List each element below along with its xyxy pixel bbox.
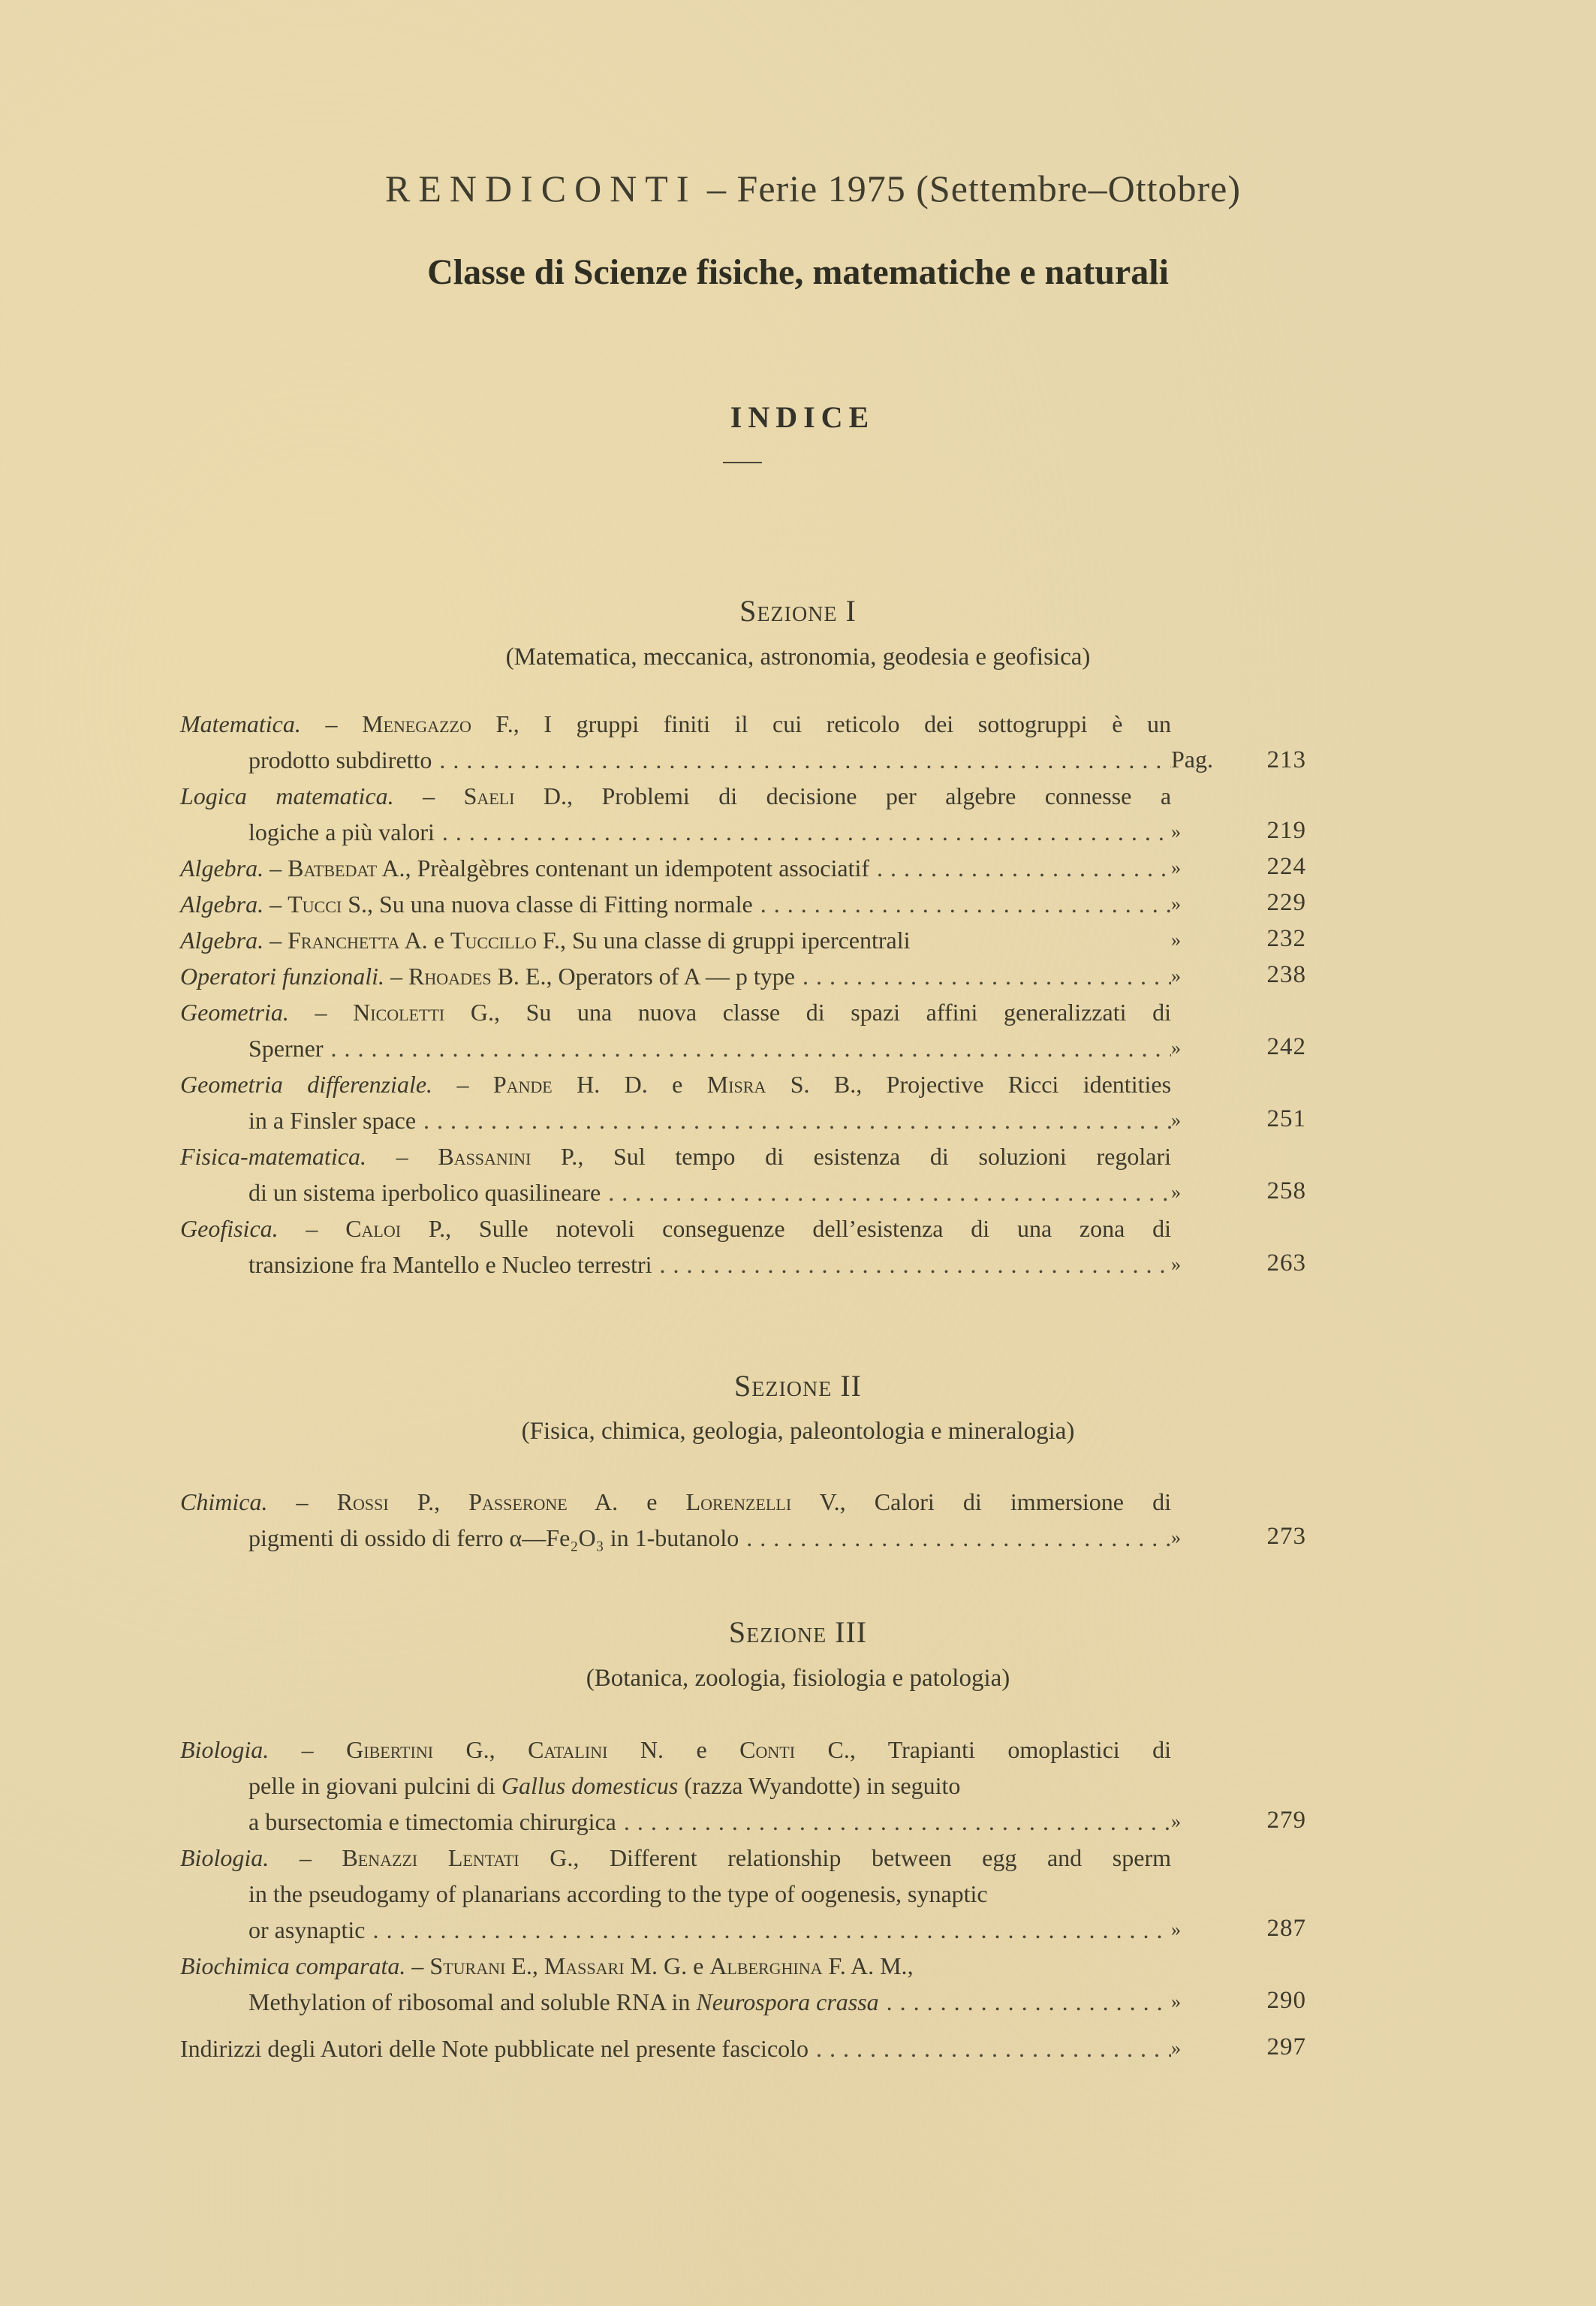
leader-dots — [877, 850, 1171, 886]
entry-discipline: Algebra. — [180, 927, 264, 954]
entry-authors: Saeli D. — [463, 782, 568, 809]
section-1-title: Sezione I — [739, 594, 857, 628]
entry-authors-2: Passerone A. — [468, 1488, 619, 1515]
toc-entry[interactable]: Matematica. – Menegazzo F., I gruppi finiti il cui reticolo dei sottogruppi è un prodotto subdiretto . . . Pag. 213 — [180, 706, 1306, 778]
section-2-subtitle: (Fisica, chimica, geologia, paleontologia e mineralogia) — [521, 1418, 1075, 1445]
leader-dots — [439, 742, 1171, 778]
entry-discipline: Geofisica. — [180, 1215, 279, 1242]
page-reference: » 258 — [1171, 1173, 1306, 1210]
title-rule — [723, 462, 762, 463]
entry-authors: Rossi P. — [336, 1488, 435, 1515]
leader-dots — [442, 814, 1171, 850]
leader-dots — [816, 2030, 1171, 2066]
entry-title: Indirizzi degli Autori delle Note pubblicate nel presente fascicolo — [180, 2035, 809, 2062]
toc-entry-author-addresses[interactable] — [180, 2030, 1306, 2066]
entry-title: , Sulle notevoli conseguenze dell’esistenza di una zona di — [445, 1215, 1172, 1242]
section-1-entries — [180, 706, 1306, 1283]
entry-discipline: Matematica. — [180, 710, 301, 737]
entry-authors: Sturani E. — [429, 1952, 532, 1979]
page-reference: » 232 — [1171, 921, 1306, 958]
page-number: 287 — [1266, 1915, 1306, 1942]
toc-entry[interactable]: Algebra. – Tucci S., Su una nuova classe di Fitting normale . . . » 229 — [180, 886, 1306, 922]
entry-discipline: Chimica. — [180, 1488, 268, 1515]
page-number: 219 — [1266, 817, 1306, 844]
species-name: Gallus domesticus — [501, 1772, 679, 1799]
page-number: 258 — [1266, 1177, 1306, 1204]
page-reference: » 279 — [1171, 1802, 1306, 1840]
toc-entry[interactable]: Chimica. – Rossi P., Passerone A. e Lorenzelli V., Calori di immersione di pigmenti di ossido di ferro α—Fe₂O₃ in 1-butanolo . . . » 273 — [180, 1484, 1306, 1556]
index-title: INDICE — [730, 400, 875, 434]
entry-authors: Nicoletti G. — [353, 999, 494, 1026]
entry-discipline: Geometria differenziale. — [180, 1071, 433, 1098]
section-2-entries — [180, 1484, 1306, 1556]
toc-entry[interactable]: Algebra. – Batbedat A., Prèalgèbres contenant un idempotent associatif . . . » 224 — [180, 850, 1306, 886]
entry-discipline: Logica matematica. — [180, 782, 394, 809]
entry-title: , Sul tempo di esistenza di soluzioni regolari — [577, 1143, 1171, 1170]
page-reference: » 263 — [1171, 1245, 1306, 1283]
entry-authors: Bassanini P. — [438, 1143, 578, 1170]
leader-dots — [331, 1030, 1171, 1066]
leader-dots — [746, 1520, 1171, 1556]
entry-title: , Projective Ricci identities — [856, 1071, 1172, 1098]
page-number: 229 — [1266, 889, 1306, 916]
journal-header — [0, 167, 1596, 210]
section-3-title: Sezione III — [728, 1615, 868, 1649]
entry-authors-2: Tuccillo F. — [450, 927, 560, 954]
entry-authors-2: Catalini N. — [528, 1736, 664, 1763]
page-number: 242 — [1266, 1033, 1306, 1060]
toc-entry[interactable]: Biochimica comparata. – Sturani E., Massari M. G. e Alberghina F. A. M., Methylation of ribosomal and soluble RNA in Neurospora crassa . . . » 290 — [180, 1948, 1306, 2020]
leader-dots — [373, 1912, 1172, 1948]
toc-entry[interactable]: Fisica-matematica. – Bassanini P., Sul tempo di esistenza di soluzioni regolari di un sistema iperbolico quasilineare . . . » 258 — [180, 1138, 1306, 1210]
page-reference: » 238 — [1171, 957, 1306, 994]
entry-authors: Benazzi Lentati G. — [342, 1844, 574, 1871]
entry-authors: Caloi P. — [345, 1215, 446, 1242]
page-number: 279 — [1266, 1807, 1306, 1834]
entry-authors: Gibertini G. — [346, 1736, 489, 1763]
entry-title: , Su una nuova classe di spazi affini generalizzati di — [493, 999, 1172, 1026]
entry-title: , Problemi di decisione per algebre connesse a — [567, 782, 1172, 809]
entry-discipline: Operatori funzionali. — [180, 963, 385, 990]
leader-dots — [803, 958, 1171, 994]
page-reference: » 251 — [1171, 1101, 1306, 1138]
toc-entry[interactable]: Geometria differenziale. – Pande H. D. e Misra S. B., Projective Ricci identities in a Finsler space . . . » 251 — [180, 1066, 1306, 1138]
page-reference: » 297 — [1171, 2029, 1306, 2066]
entry-discipline: Biologia. — [180, 1736, 270, 1763]
entry-title: , Operators of A — p type — [546, 963, 795, 990]
entry-authors-3: Alberghina F. A. M. — [709, 1952, 908, 1979]
entry-authors: Franchetta A. — [288, 927, 428, 954]
entry-authors-3: Conti C. — [739, 1736, 850, 1763]
page-number: 238 — [1266, 961, 1306, 988]
header-separator: – — [707, 167, 727, 209]
entry-authors: Tucci S. — [288, 891, 367, 918]
entry-authors-2: Misra S. B. — [706, 1071, 857, 1098]
toc-entry[interactable]: Operatori funzionali. – Rhoades B. E., Operators of A — p type . . . » 238 — [180, 958, 1306, 994]
page-reference: » 224 — [1171, 849, 1306, 886]
species-name: Neurospora crassa — [696, 1988, 879, 2015]
section-2-title: Sezione II — [734, 1369, 862, 1403]
entry-authors-2: Massari M. G. — [544, 1952, 688, 1979]
entry-authors: Batbedat A. — [288, 855, 405, 882]
page-number: 263 — [1266, 1249, 1306, 1277]
entry-discipline: Geometria. — [180, 999, 289, 1026]
page-reference: » 229 — [1171, 885, 1306, 922]
toc-entry[interactable]: Algebra. – Franchetta A. e Tuccillo F., Su una classe di gruppi ipercentrali » 232 — [180, 922, 1306, 958]
page-number: 251 — [1266, 1105, 1306, 1132]
leader-dots — [608, 1174, 1171, 1210]
entry-discipline: Biochimica comparata. — [180, 1952, 406, 1979]
leader-dots — [660, 1246, 1171, 1283]
leader-dots — [887, 1984, 1171, 2020]
entry-discipline: Biologia. — [180, 1844, 270, 1871]
toc-entry[interactable]: Biologia. – Benazzi Lentati G., Different relationship between egg and sperm in the pseudogamy of planarians according to the type of oogenesis, synaptic or asynaptic . . . » 287 — [180, 1840, 1306, 1948]
entry-title: , I gruppi finiti il cui reticolo dei sottogruppi è un — [513, 710, 1172, 737]
page-reference: » 273 — [1171, 1518, 1306, 1556]
page-reference: » 287 — [1171, 1910, 1306, 1948]
entry-title: , Su una classe di gruppi ipercentrali — [560, 927, 911, 954]
leader-dots — [760, 886, 1171, 922]
page-number: 213 — [1266, 746, 1306, 773]
class-title: Classe di Scienze fisiche, matematiche e naturali — [427, 252, 1169, 292]
section-3-subtitle: (Botanica, zoologia, fisiologia e patologia) — [586, 1665, 1010, 1692]
entry-title: , Trapianti omoplastici di — [849, 1736, 1172, 1763]
toc-entry[interactable]: Geofisica. – Caloi P., Sulle notevoli conseguenze dell’esistenza di una zona di transizione fra Mantello e Nucleo terrestri . . . » 263 — [180, 1210, 1306, 1283]
issue-label: Ferie 1975 — [736, 167, 906, 209]
journal-name: RENDICONTI — [384, 167, 697, 209]
entry-title: , Calori di immersione di — [839, 1488, 1172, 1515]
leader-dots — [624, 1804, 1171, 1840]
entry-authors-3: Lorenzelli V. — [685, 1488, 840, 1515]
page-reference: Pag. 213 — [1171, 741, 1306, 778]
toc-entry[interactable]: Logica matematica. – Saeli D., Problemi di decisione per algebre connesse a logiche a più valori . . . » 219 — [180, 778, 1306, 850]
entry-authors: Rhoades B. E. — [408, 963, 547, 990]
entry-discipline: Algebra. — [180, 855, 264, 882]
entry-discipline: Algebra. — [180, 891, 264, 918]
section-3-entries — [180, 1732, 1306, 2066]
toc-entry[interactable]: Biologia. – Gibertini G., Catalini N. e Conti C., Trapianti omoplastici di pelle in giovani pulcini di Gallus domesticus (razza Wyandotte) in seguito a bursectomia e timectomia chirurgica . . . » 279 — [180, 1732, 1306, 1840]
entry-title: , Different relationship between egg and sperm — [573, 1844, 1172, 1871]
entry-authors: Pande H. D. — [492, 1071, 648, 1098]
entry-title: , Prèalgèbres contenant un idempotent associatif — [405, 855, 870, 882]
page-reference: » 290 — [1171, 1982, 1306, 2020]
page-number: 232 — [1266, 925, 1306, 952]
page-number: 290 — [1266, 1987, 1306, 2014]
page-number: 297 — [1266, 2033, 1306, 2060]
page-reference: » 219 — [1171, 812, 1306, 850]
page-number: 224 — [1266, 853, 1306, 880]
section-1-subtitle: (Matematica, meccanica, astronomia, geodesia e geofisica) — [505, 644, 1091, 671]
toc-entry[interactable]: Geometria. – Nicoletti G., Su una nuova classe di spazi affini generalizzati di Sperner . . . » 242 — [180, 994, 1306, 1066]
entry-authors: Menegazzo F. — [362, 710, 513, 737]
page-number: 273 — [1266, 1523, 1306, 1550]
issue-period: (Settembre–Ottobre) — [916, 167, 1241, 209]
entry-discipline: Fisica-matematica. — [180, 1143, 366, 1170]
leader-dots — [423, 1102, 1171, 1138]
page-reference: » 242 — [1171, 1029, 1306, 1066]
entry-title: , Su una nuova classe di Fitting normale — [367, 891, 753, 918]
entry-title: , — [907, 1952, 914, 1979]
